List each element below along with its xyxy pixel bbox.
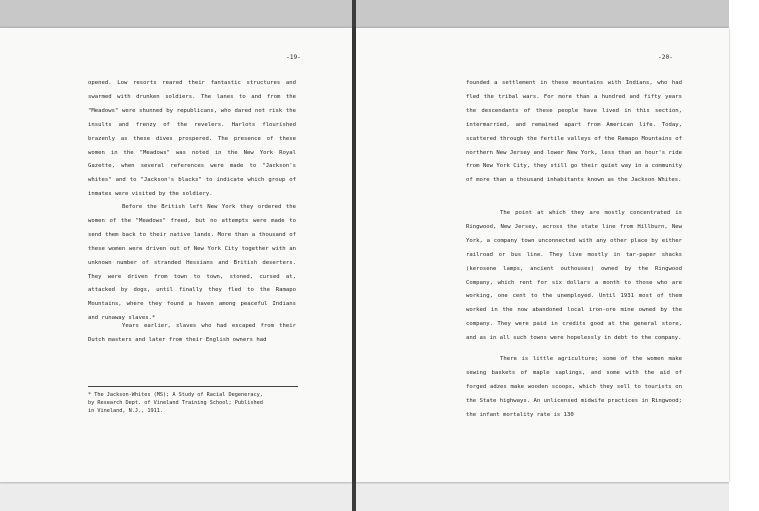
paragraph: opened. Low resorts reared their fantastic structures and swarmed with drunken soldiers. The lanes to and from the "Meadows" were shunned by republicans, who dared not risk the insults and frenzy of the revelers. Harlots flourished brazenly as these dives prospered. The presence of these women in the "Meadows" was noted in the New York Royal Gazette, when several references were made to "Jackson's whites" and to "Jackson's blacks" to indicate which group of inmates were visited by the soldiery.: [88, 80, 296, 198]
scan-background-top: [0, 0, 759, 30]
footnote: * The Jackson-Whites (MS); A Study of Racial Degeneracy, by Research Dept. of Vineland Training School; Published in Vineland, N.J., 1911.: [88, 392, 263, 414]
right-page: [356, 28, 729, 482]
paragraph: The point at which they are mostly concentrated is Ringwood, New Jersey, across the state line from Hillburn, New York, a company town unconnected with any other place by either railroad or bus line. They live mostly in tar-paper shacks (kerosene lamps, ancient outhouses) owned by the Ringwood Company, which rent for six dollars a month to those who are working, one cent to the unemployed. Until 1931 most of them worked in the now abandoned local iron-ore mine owned by the company. They were paid in credits good at the general store, and as in all such towns were hopelessly in debt to the company.: [466, 210, 682, 342]
page-number: -19-: [286, 54, 301, 61]
paragraph: There is little agriculture; some of the women make sewing baskets of maple saplings, and some with the aid of forged adzes make wooden scoops, which they sell to tourists on the State highways. An unlicensed midwife practices in Ringwood; the infant mortality rate is 130: [466, 356, 682, 418]
paragraph: Before the British left New York they ordered the women of the "Meadows" freed, but no attempts were made to send them back to their native lands. More than a thousand of these women were driven out of New York City together with an unknown number of stranded Hessians and British deserters. They were driven from town to town, stoned, cursed at, attacked by dogs, until finally they fled to the Ramapo Mountains, where they found a haven among peaceful Indians and runaway slaves.*: [88, 204, 296, 322]
page-number: -20-: [658, 54, 673, 61]
left-page: [0, 28, 352, 482]
paragraph: founded a settlement in these mountains with Indians, who had fled the tribal wars. For more than a hundred and fifty years the descendants of these people have lived in this section, intermarried, and remained apart from American life. Today, scattered through the fertile valleys of the Ramapo Mountains of northern New Jersey and lower New York, less than an hour's ride from New York City, they still go their quiet way in a community of more than a thousand inhabitants known as the Jackson Whites.: [466, 80, 682, 184]
footnote-rule: [88, 386, 298, 387]
scan-background-bottom: [0, 484, 759, 511]
paragraph: Years earlier, slaves who had escaped from their Dutch masters and later from their English owners had: [88, 323, 296, 343]
scan-right-margin: [729, 0, 759, 511]
